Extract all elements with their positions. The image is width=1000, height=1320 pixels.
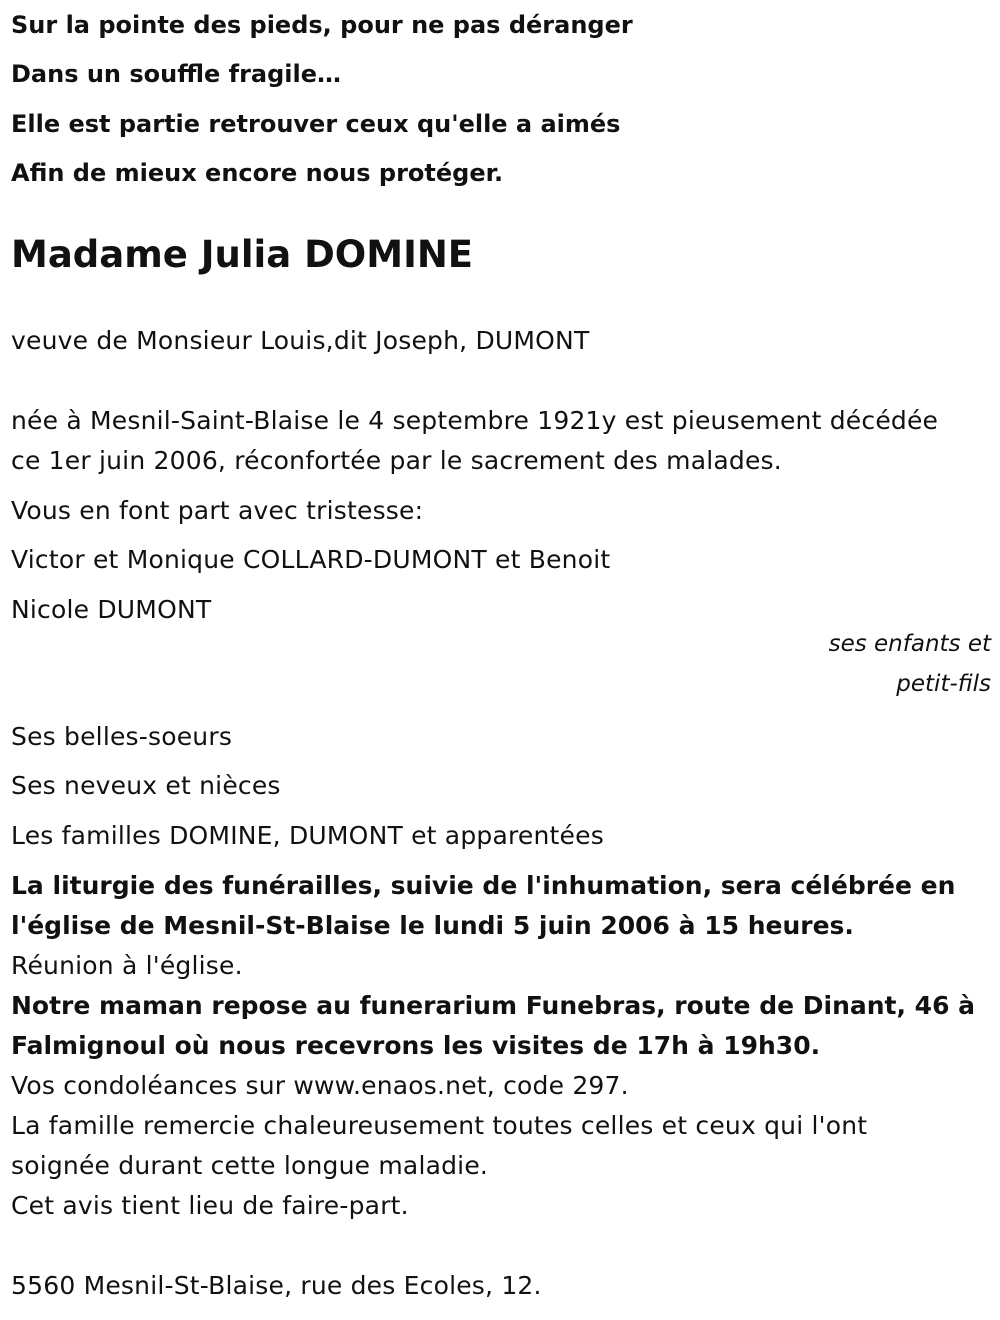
family-children-line-1: Victor et Monique COLLARD-DUMONT et Benoit xyxy=(11,545,611,574)
poem-line-1: Sur la pointe des pieds, pour ne pas déranger xyxy=(11,11,633,39)
announce-intro: Vous en font part avec tristesse: xyxy=(11,496,424,525)
notice-text: Cet avis tient lieu de faire-part. xyxy=(11,1191,409,1220)
birth-death-line-2: ce 1er juin 2006, réconfortée par le sacrement des malades. xyxy=(11,446,782,475)
children-role-line-1: ses enfants et xyxy=(828,631,991,657)
widow-of-text: veuve de Monsieur Louis,dit Joseph, DUMONT xyxy=(11,326,590,355)
poem-line-4: Afin de mieux encore nous protéger. xyxy=(11,159,504,187)
thanks-line-1: La famille remercie chaleureusement toutes celles et ceux qui l'ont xyxy=(11,1111,868,1140)
family-other-3: Les familles DOMINE, DUMONT et apparentées xyxy=(11,821,604,850)
deceased-name: Madame Julia DOMINE xyxy=(11,233,474,276)
poem-line-3: Elle est partie retrouver ceux qu'elle a aimés xyxy=(11,110,621,138)
children-role-line-2: petit-fils xyxy=(896,671,991,697)
meeting-text: Réunion à l'église. xyxy=(11,951,243,980)
funeral-line-1: La liturgie des funérailles, suivie de l'inhumation, sera célébrée en xyxy=(11,871,956,900)
funerarium-line-2: Falmignoul où nous recevrons les visites de 17h à 19h30. xyxy=(11,1031,821,1060)
condolences-text: Vos condoléances sur www.enaos.net, code 297. xyxy=(11,1071,629,1100)
birth-death-line-1: née à Mesnil-Saint-Blaise le 4 septembre 1921y est pieusement décédée xyxy=(11,406,939,435)
family-other-1: Ses belles-soeurs xyxy=(11,722,233,751)
family-children-line-2: Nicole DUMONT xyxy=(11,595,212,624)
poem-line-2: Dans un souffle fragile… xyxy=(11,60,342,88)
address-text: 5560 Mesnil-St-Blaise, rue des Ecoles, 12. xyxy=(11,1271,542,1300)
funeral-line-2: l'église de Mesnil-St-Blaise le lundi 5 juin 2006 à 15 heures. xyxy=(11,911,854,940)
funerarium-line-1: Notre maman repose au funerarium Funebras, route de Dinant, 46 à xyxy=(11,991,976,1020)
thanks-line-2: soignée durant cette longue maladie. xyxy=(11,1151,489,1180)
family-other-2: Ses neveux et nièces xyxy=(11,771,281,800)
